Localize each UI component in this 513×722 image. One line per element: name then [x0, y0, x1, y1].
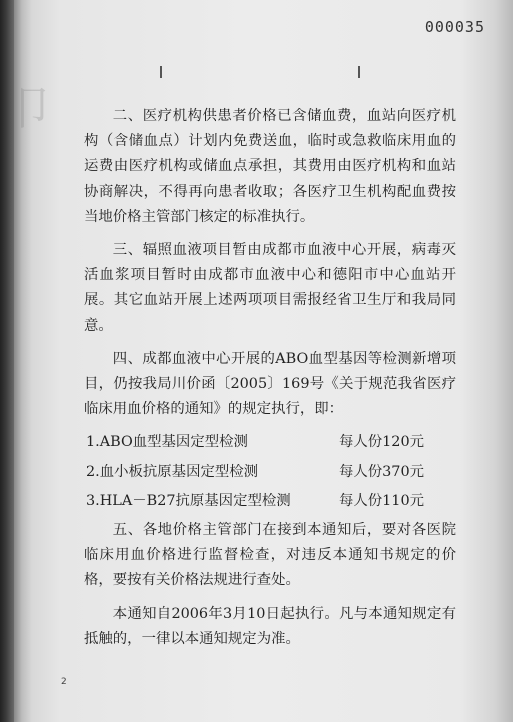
price-item-price: 每人份370元	[338, 463, 424, 480]
price-item-hla	[86, 489, 456, 514]
price-item-platelet	[86, 460, 456, 485]
document-page-code: 000035	[424, 18, 485, 36]
price-item-abo	[86, 430, 456, 455]
paragraph-effective-date: 本通知自2006年3月10日起执行。凡与本通知规定有抵触的，一律以本通知规定为准。	[84, 605, 456, 647]
paragraph-3: 三、辐照血液项目暂由成都市血液中心开展，病毒灭活血浆项目暂时由成都市血液中心和德阳市中心血站开展。其它血站开展上述两项项目需报经省卫生厅和我局同意。	[84, 242, 456, 334]
paragraph-5: 五、各地价格主管部门在接到本通知后，要对各医院临床用血价格进行监督检查，对违反本通知书规定的价格，要按有关价格法规进行查处。	[84, 522, 456, 589]
price-item-name: 1.ABO血型基因定型检测	[86, 434, 248, 451]
bleed-through-mark: 卩	[8, 81, 54, 135]
page-number: 2	[61, 677, 67, 687]
price-item-name: 3.HLA－B27抗原基因定型检测	[86, 492, 291, 509]
price-item-price: 每人份110元	[338, 492, 424, 509]
document-body	[84, 104, 456, 660]
binding-shadow	[0, 0, 14, 722]
hole-mark-right	[358, 66, 360, 78]
price-item-price: 每人份120元	[338, 434, 424, 451]
paragraph-2: 二、医疗机构供患者价格已含储血费，血站向医疗机构（含储血点）计划内免费送血，临时或急救临床用血的运费由医疗机构或储血点承担，其费用由医疗机构和血站协商解决，不得再向患者收取；各医疗卫生机构配血费按当地价格主管部门核定的标准执行。	[84, 108, 456, 225]
price-item-name: 2.血小板抗原基因定型检测	[86, 463, 259, 480]
hole-mark-left	[160, 66, 162, 78]
paragraph-4: 四、成都血液中心开展的ABO血型基因等检测新增项目，仍按我局川价函〔2005〕169号《关于规范我省医疗临床用血价格的通知》的规定执行，即：	[84, 350, 456, 418]
